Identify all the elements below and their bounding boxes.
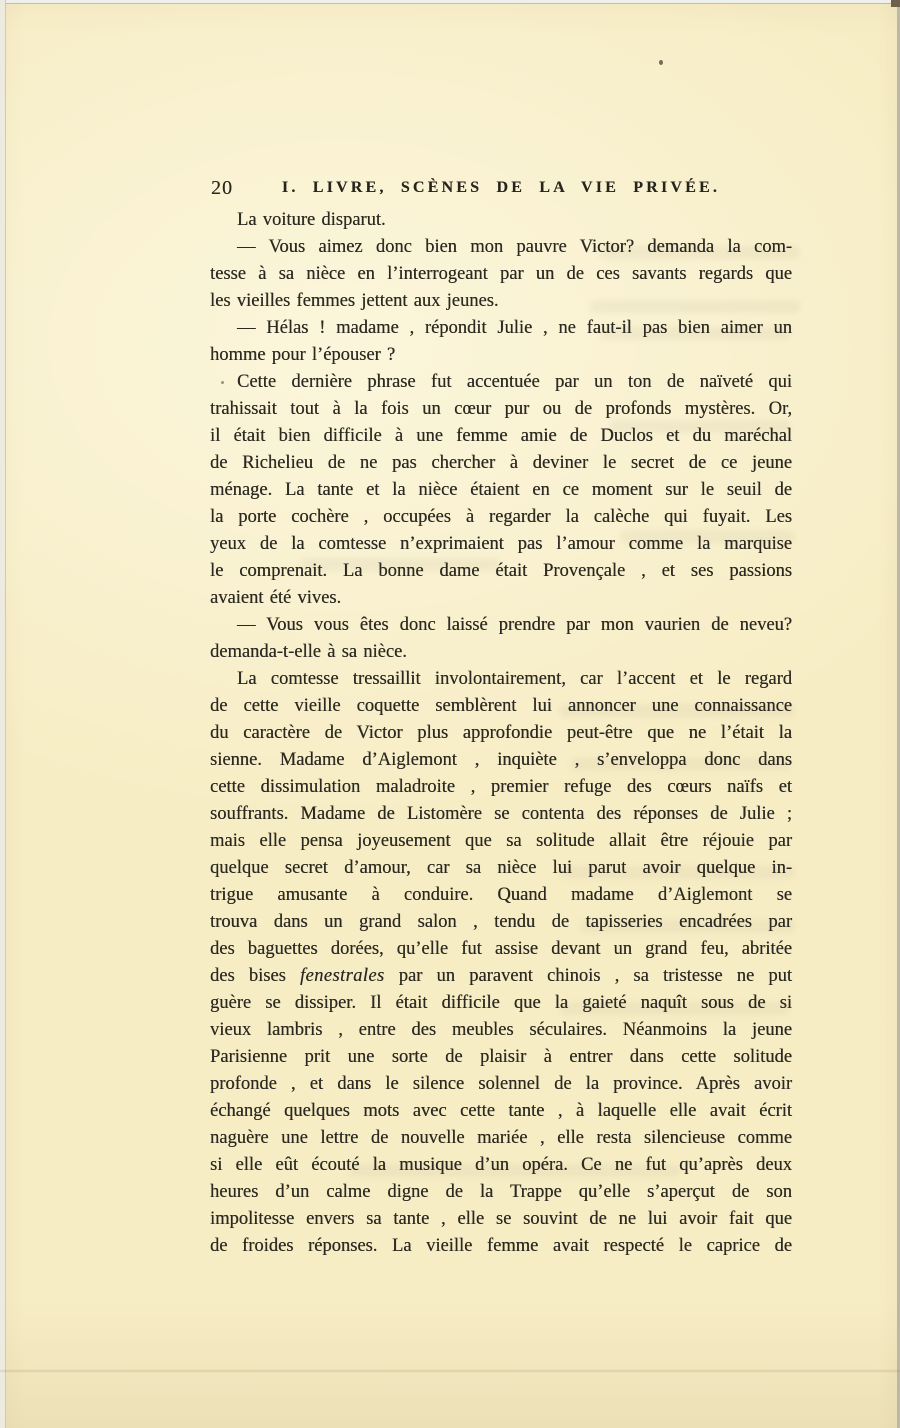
text-line: tesse à sa nièce en l’interrogeant par un de ces savants regards que <box>210 264 792 284</box>
text-line: trouva dans un grand salon , tendu de tapisseries encadrées par <box>210 912 792 932</box>
text-line: homme pour l’épouser ? <box>210 345 396 365</box>
page-number: 20 <box>211 177 233 199</box>
text-line: — Vous vous êtes donc laissé prendre par mon vaurien de neveu? <box>237 615 792 635</box>
running-title: I. LIVRE, SCÈNES DE LA VIE PRIVÉE. <box>281 179 721 196</box>
text-line: de cette vieille coquette semblèrent lui annoncer une connaissance <box>210 696 792 716</box>
text-line: si elle eût écouté la musique d’un opéra. Ce ne fut qu’après deux <box>210 1155 792 1175</box>
text-line: — Hélas ! madame , répondit Julie , ne faut-il pas bien aimer un <box>237 318 792 338</box>
text-line: du caractère de Victor plus approfondie peut-être que ne l’était la <box>210 723 792 743</box>
text-line: échangé quelques mots avec cette tante , à laquelle elle avait écrit <box>210 1101 792 1121</box>
text-line: mais elle pensa joyeusement que sa solitude allait être réjouie par <box>210 831 792 851</box>
text-line: impolitesse envers sa tante , elle se souvint de ne lui avoir fait que <box>210 1209 792 1229</box>
text-line: les vieilles femmes jettent aux jeunes. <box>210 291 499 311</box>
text-line: Parisienne prit une sorte de plaisir à entrer dans cette solitude <box>210 1047 792 1067</box>
page-header <box>210 176 792 200</box>
text-line: de Richelieu de ne pas chercher à deviner le secret de ce jeune <box>210 453 792 473</box>
text-line: des baguettes dorées, qu’elle fut assise devant un grand feu, abritée <box>210 939 792 959</box>
text-line: demanda-t-elle à sa nièce. <box>210 642 407 662</box>
text-block <box>210 176 792 1260</box>
text-line: trahissait tout à la fois un cœur pur ou de profonds mystères. Or, <box>210 399 792 419</box>
text-line: yeux de la comtesse n’exprimaient pas l’amour comme la marquise <box>210 534 792 554</box>
scan-edge-top-line <box>0 3 900 4</box>
ink-speck <box>659 60 663 65</box>
text-line: il était bien difficile à une femme amie de Duclos et du maréchal <box>210 426 792 446</box>
paper-crease <box>0 1370 900 1372</box>
scan-corner-dark <box>891 0 900 7</box>
text-line: la porte cochère , occupées à regarder la calèche qui fuyait. Les <box>210 507 792 527</box>
text-line: — Vous aimez donc bien mon pauvre Victor? demanda la com- <box>237 237 792 257</box>
paragraph <box>210 315 792 369</box>
text-line: ménage. La tante et la nièce étaient en ce moment sur le seuil de <box>210 480 792 500</box>
text-line: de froides réponses. La vieille femme avait respecté le caprice de <box>210 1236 792 1256</box>
paragraph <box>210 207 792 234</box>
text-line: La voiture disparut. <box>237 210 386 230</box>
text-line: le comprenait. La bonne dame était Provençale , et ses passions <box>210 561 792 581</box>
text-line: cette dissimulation maladroite , premier refuge des cœurs naïfs et <box>210 777 792 797</box>
text-line: quelque secret d’amour, car sa nièce lui parut avoir quelque in- <box>210 858 792 878</box>
text-line: La comtesse tressaillit involontairement, car l’accent et le regard <box>237 669 792 689</box>
scan-edge-left <box>0 0 6 1428</box>
text-line: trigue amusante à conduire. Quand madame d’Aiglemont se <box>210 885 792 905</box>
paragraph <box>210 369 792 612</box>
text-line: vieux lambris , entre des meubles séculaires. Néanmoins la jeune <box>210 1020 792 1040</box>
ink-speck <box>221 381 224 384</box>
paragraph <box>210 612 792 666</box>
paragraph <box>210 666 792 1260</box>
text-line: naguère une lettre de nouvelle mariée , elle resta silencieuse comme <box>210 1128 792 1148</box>
text-line: sienne. Madame d’Aiglemont , inquiète , s’enveloppa donc dans <box>210 750 792 770</box>
text-line: avaient été vives. <box>210 588 342 608</box>
paragraph <box>210 234 792 315</box>
text-line: profonde , et dans le silence solennel de la province. Après avoir <box>210 1074 792 1094</box>
text-line: souffrants. Madame de Listomère se contenta des réponses de Julie ; <box>210 804 792 824</box>
text-line: des bises fenestrales par un paravent chinois , sa tristesse ne put <box>210 966 792 986</box>
text-line: Cette dernière phrase fut accentuée par un ton de naïveté qui <box>237 372 792 392</box>
text-line: heures d’un calme digne de la Trappe qu’elle s’aperçut de son <box>210 1182 792 1202</box>
text-line: guère se dissiper. Il était difficile que la gaieté naquît sous de si <box>210 993 792 1013</box>
body-text <box>210 207 792 1260</box>
